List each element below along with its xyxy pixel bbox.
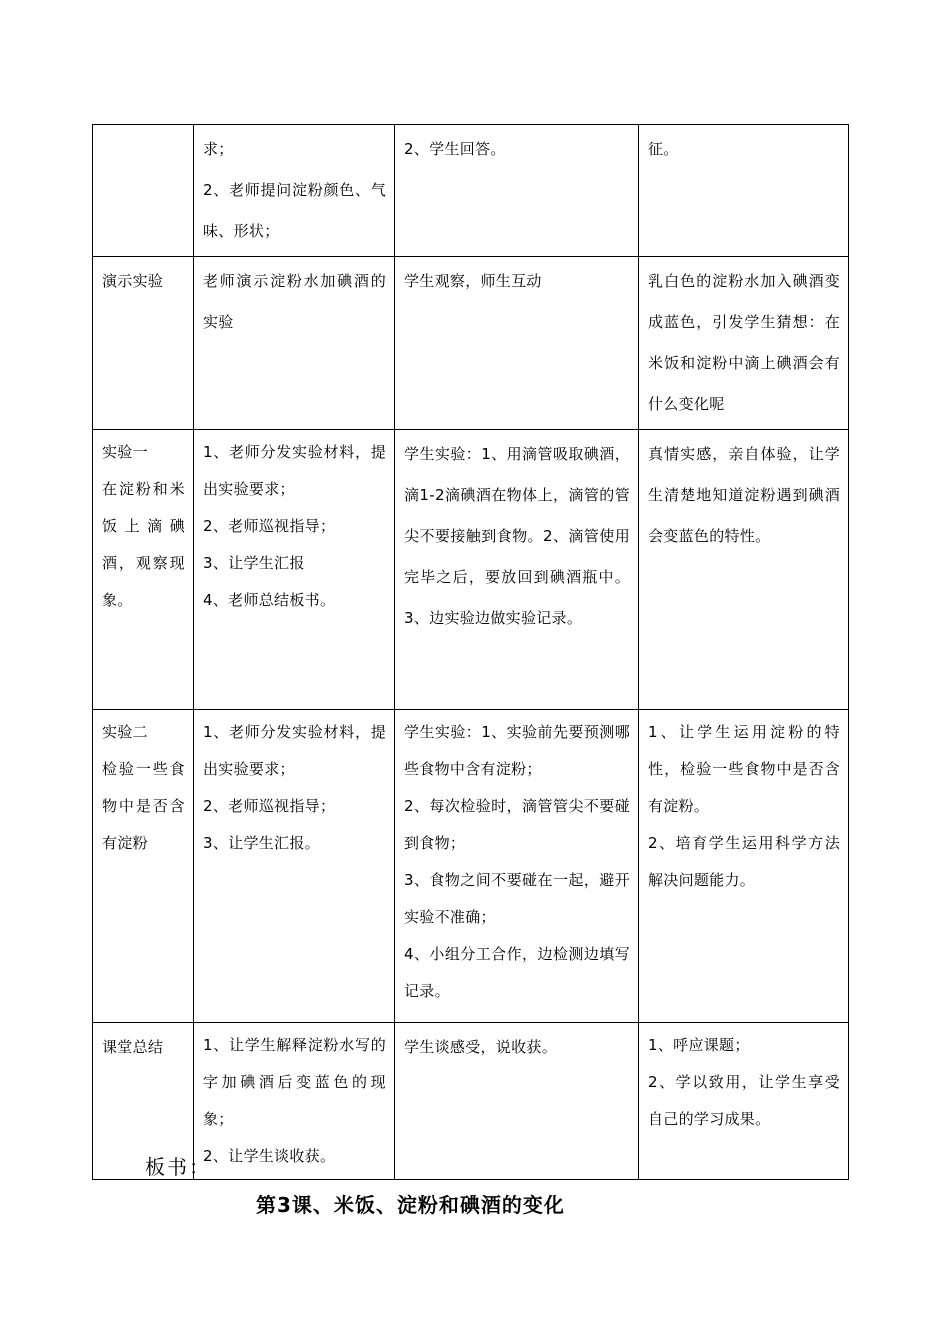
- student-activity-cell: 学生实验：1、用滴管吸取碘酒，滴1-2滴碘酒在物体上，滴管的管尖不要接触到食物。2、滴管使用完毕之后，要放回到碘酒瓶中。3、边实验边做实验记录。: [395, 430, 639, 710]
- teacher-activity-cell: 老师演示淀粉水加碘酒的实验: [194, 257, 395, 430]
- table-row: [93, 430, 849, 710]
- teacher-activity-cell: 1、老师分发实验材料，提出实验要求； 2、老师巡视指导； 3、让学生汇报。: [194, 710, 395, 1023]
- teacher-activity-cell: 1、让学生解释淀粉水写的字加碘酒后变蓝色的现象； 2、让学生谈收获。: [194, 1023, 395, 1180]
- stage-cell: 演示实验: [93, 257, 194, 430]
- design-intent-cell: 征。: [639, 125, 849, 257]
- table-row: [93, 125, 849, 257]
- design-intent-cell: 乳白色的淀粉水加入碘酒变成蓝色，引发学生猜想：在米饭和淀粉中滴上碘酒会有什么变化呢: [639, 257, 849, 430]
- stage-cell: 课堂总结: [93, 1023, 194, 1180]
- design-intent-cell: 1、呼应课题； 2、学以致用，让学生享受自己的学习成果。: [639, 1023, 849, 1180]
- student-activity-cell: 学生谈感受，说收获。: [395, 1023, 639, 1180]
- teacher-activity-cell: 求； 2、老师提问淀粉颜色、气味、形状；: [194, 125, 395, 257]
- board-title: 第3课、米饭、淀粉和碘酒的变化: [256, 1193, 565, 1217]
- stage-cell: [93, 125, 194, 257]
- table-row: [93, 710, 849, 1023]
- teacher-activity-cell: 1、老师分发实验材料，提出实验要求； 2、老师巡视指导； 3、让学生汇报 4、老师总结板书。: [194, 430, 395, 710]
- stage-cell: 实验二 检验一些食物中是否含有淀粉: [93, 710, 194, 1023]
- student-activity-cell: 学生观察，师生互动: [395, 257, 639, 430]
- stage-cell: 实验一 在淀粉和米饭上滴碘酒，观察现象。: [93, 430, 194, 710]
- student-activity-cell: 学生实验：1、实验前先要预测哪些食物中含有淀粉； 2、每次检验时，滴管管尖不要碰到食物； 3、食物之间不要碰在一起，避开实验不准确； 4、小组分工合作，边检测边填写记录。: [395, 710, 639, 1023]
- table-row: [93, 257, 849, 430]
- board-label: 板书：: [145, 1155, 211, 1179]
- student-activity-cell: 2、学生回答。: [395, 125, 639, 257]
- design-intent-cell: 1、让学生运用淀粉的特性，检验一些食物中是否含有淀粉。 2、培育学生运用科学方法解决问题能力。: [639, 710, 849, 1023]
- design-intent-cell: 真情实感，亲自体验，让学生清楚地知道淀粉遇到碘酒会变蓝色的特性。: [639, 430, 849, 710]
- lesson-plan-table: [92, 124, 849, 1180]
